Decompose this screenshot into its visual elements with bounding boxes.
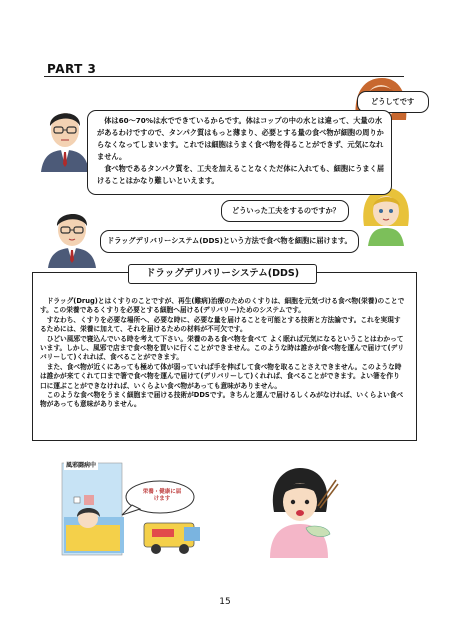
part-title: PART 3 [47,62,97,76]
dds-paragraph: すなわち、くすりを必要な場所へ、必要な時に、必要な量を届けることを可能とする技術と方法論です。これを実現するためには、栄養に加えて、それを届けるための材料が不可欠です。 [40,315,401,334]
answer-bubble [100,230,359,253]
answer-bubble [87,110,392,195]
dds-paragraph: このような食べ物をうまく細胞まで届ける技術がDDSです。きちんと運んで届けるしくみがなければ、いくらよい食べ物があっても意味がありません。 [40,391,404,409]
dds-paragraph: また、食べ物が近くにあっても極めて体が弱っていれば手を伸ばして食べ物を取ることさえできません。このような時は誰かが来てくれて口まで箸で食べ物を運んで届けて(デリバリーして)くれれば、食べることができます。よい箸を作り口に運ぶことができなければ、いくらよい食べ物があっても意味がありません。 [40,362,402,390]
question-text: どうしてです [371,97,415,106]
delivery-illustration [60,457,208,562]
dds-body [40,297,406,410]
sick-bed-and-truck-icon [60,457,208,562]
man-character-icon [44,206,100,268]
question-bubble [221,200,349,222]
girl-eating-icon [258,462,340,558]
dds-paragraph: ひどい風邪で寝込んでいる時を考えて下さい。栄養のある食べ物を食べて よく眠れば元気になるということはわかっています。しかし、風邪で店まで食べ物を買いに行くことができません。このような時は誰かが食べ物を運んで届けて(デリバリーして)くれれば、食べることができます。 [40,334,405,362]
man-character-icon [37,104,93,172]
dds-paragraph: ドラッグ(Drug)とはくすりのことですが、再生(難病)治療のためのくすりは、細胞を元気づける食べ物(栄養)のことです。この栄養であるくすりを必要とする細胞へ届ける(デリバリー)ためのシステムです。 [40,297,405,315]
answer-text: 体は60～70%は水でできているからです。体はコップの中の水とは違って、大量の水があるわけですので、タンパク質はもっと薄まり、必要とする量の食べ物が細胞の周りからなくなってしまいます。これでは細胞はうまく食べ物を得ることができず、元気になれません。 [97,116,384,161]
sick-sign: 風邪闘病中 [64,459,98,470]
answer-text: ドラッグデリバリーシステム(DDS)という方法で食べ物を細胞に届けます。 [107,236,352,245]
dds-heading: ドラッグデリバリーシステム(DDS) [128,264,317,284]
delivery-speech: 栄養・健康に届けます [142,489,182,502]
answer-text: 食べ物であるタンパク質を、工夫を加えることなくただ体に入れても、細胞にうまく届けることはかなり難しいといえます。 [97,164,385,185]
page-number: 15 [219,597,231,607]
girl-character-icon [360,186,412,246]
question-text: どういった工夫をするのですか？ [232,206,340,215]
